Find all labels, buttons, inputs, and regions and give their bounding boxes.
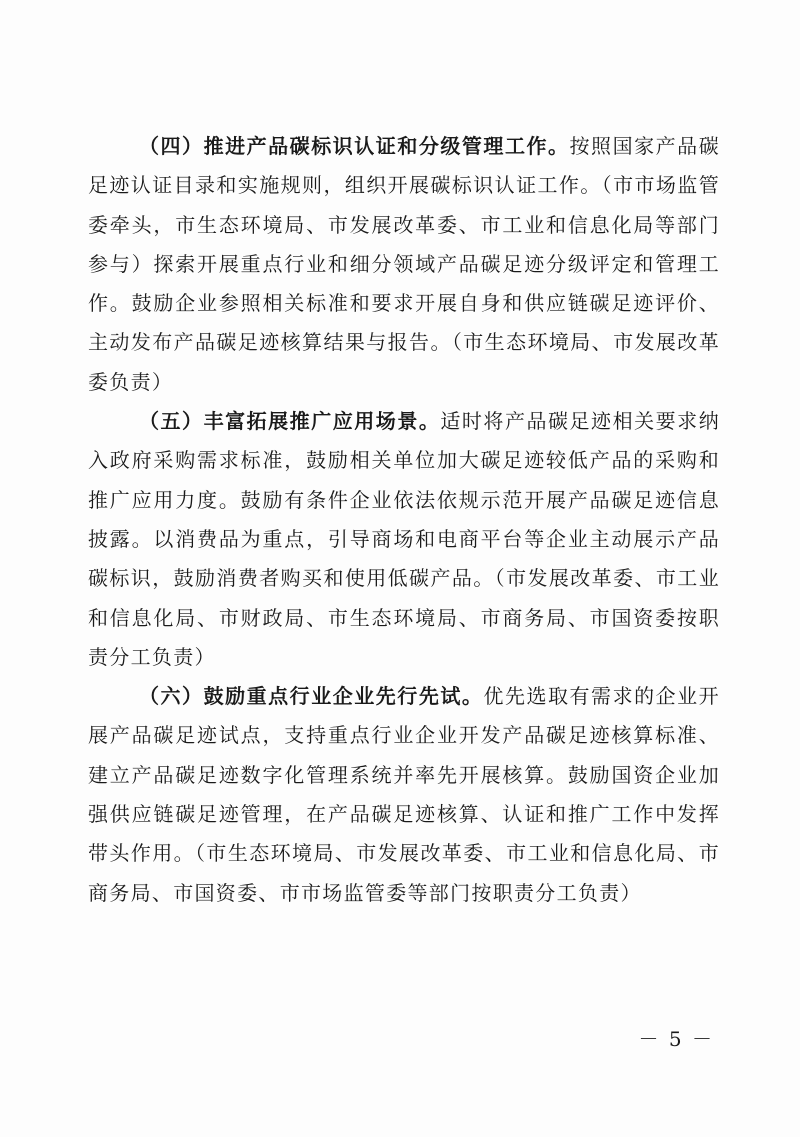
paragraph-5 (88, 402, 720, 677)
paragraph-5-text: 适时将产品碳足迹相关要求纳入政府采购需求标准，鼓励相关单位加大碳足迹较低产品的采购和推广应用力度。鼓励有条件企业依法依规示范开展产品碳足迹信息披露。以消费品为重点，引导商场和电商平台等企业主动展示产品碳标识，鼓励消费者购买和使用低碳产品。（市发展改革委、市工业和信息化局、市财政局、市生态环境局、市商务局、市国资委按职责分工负责） (88, 409, 720, 669)
paragraph-6-heading: （六）鼓励重点行业企业先行先试。 (139, 684, 484, 709)
paragraph-4-heading: （四）推进产品碳标识认证和分级管理工作。 (139, 134, 570, 158)
paragraph-4 (88, 127, 720, 402)
paragraph-4-text: 按照国家产品碳足迹认证目录和实施规则，组织开展碳标识认证工作。（市市场监管委牵头，市生态环境局、市发展改革委、市工业和信息化局等部门参与）探索开展重点行业和细分领域产品碳足迹分级评定和管理工作。鼓励企业参照相关标准和要求开展自身和供应链碳足迹评价、主动发布产品碳足迹核算结果与报告。（市生态环境局、市发展改革委负责） (88, 134, 720, 394)
paragraph-5-heading: （五）丰富拓展推广应用场景。 (139, 409, 441, 434)
paragraph-6 (88, 677, 720, 913)
paragraph-6-text: 优先选取有需求的企业开展产品碳足迹试点，支持重点行业企业开发产品碳足迹核算标准、建立产品碳足迹数字化管理系统并率先开展核算。鼓励国资企业加强供应链碳足迹管理，在产品碳足迹核算、认证和推广工作中发挥带头作用。（市生态环境局、市发展改革委、市工业和信息化局、市商务局、市国资委、市市场监管委等部门按职责分工负责） (88, 684, 720, 905)
document-body (88, 127, 720, 913)
page-number: － 5 － (638, 1027, 714, 1051)
